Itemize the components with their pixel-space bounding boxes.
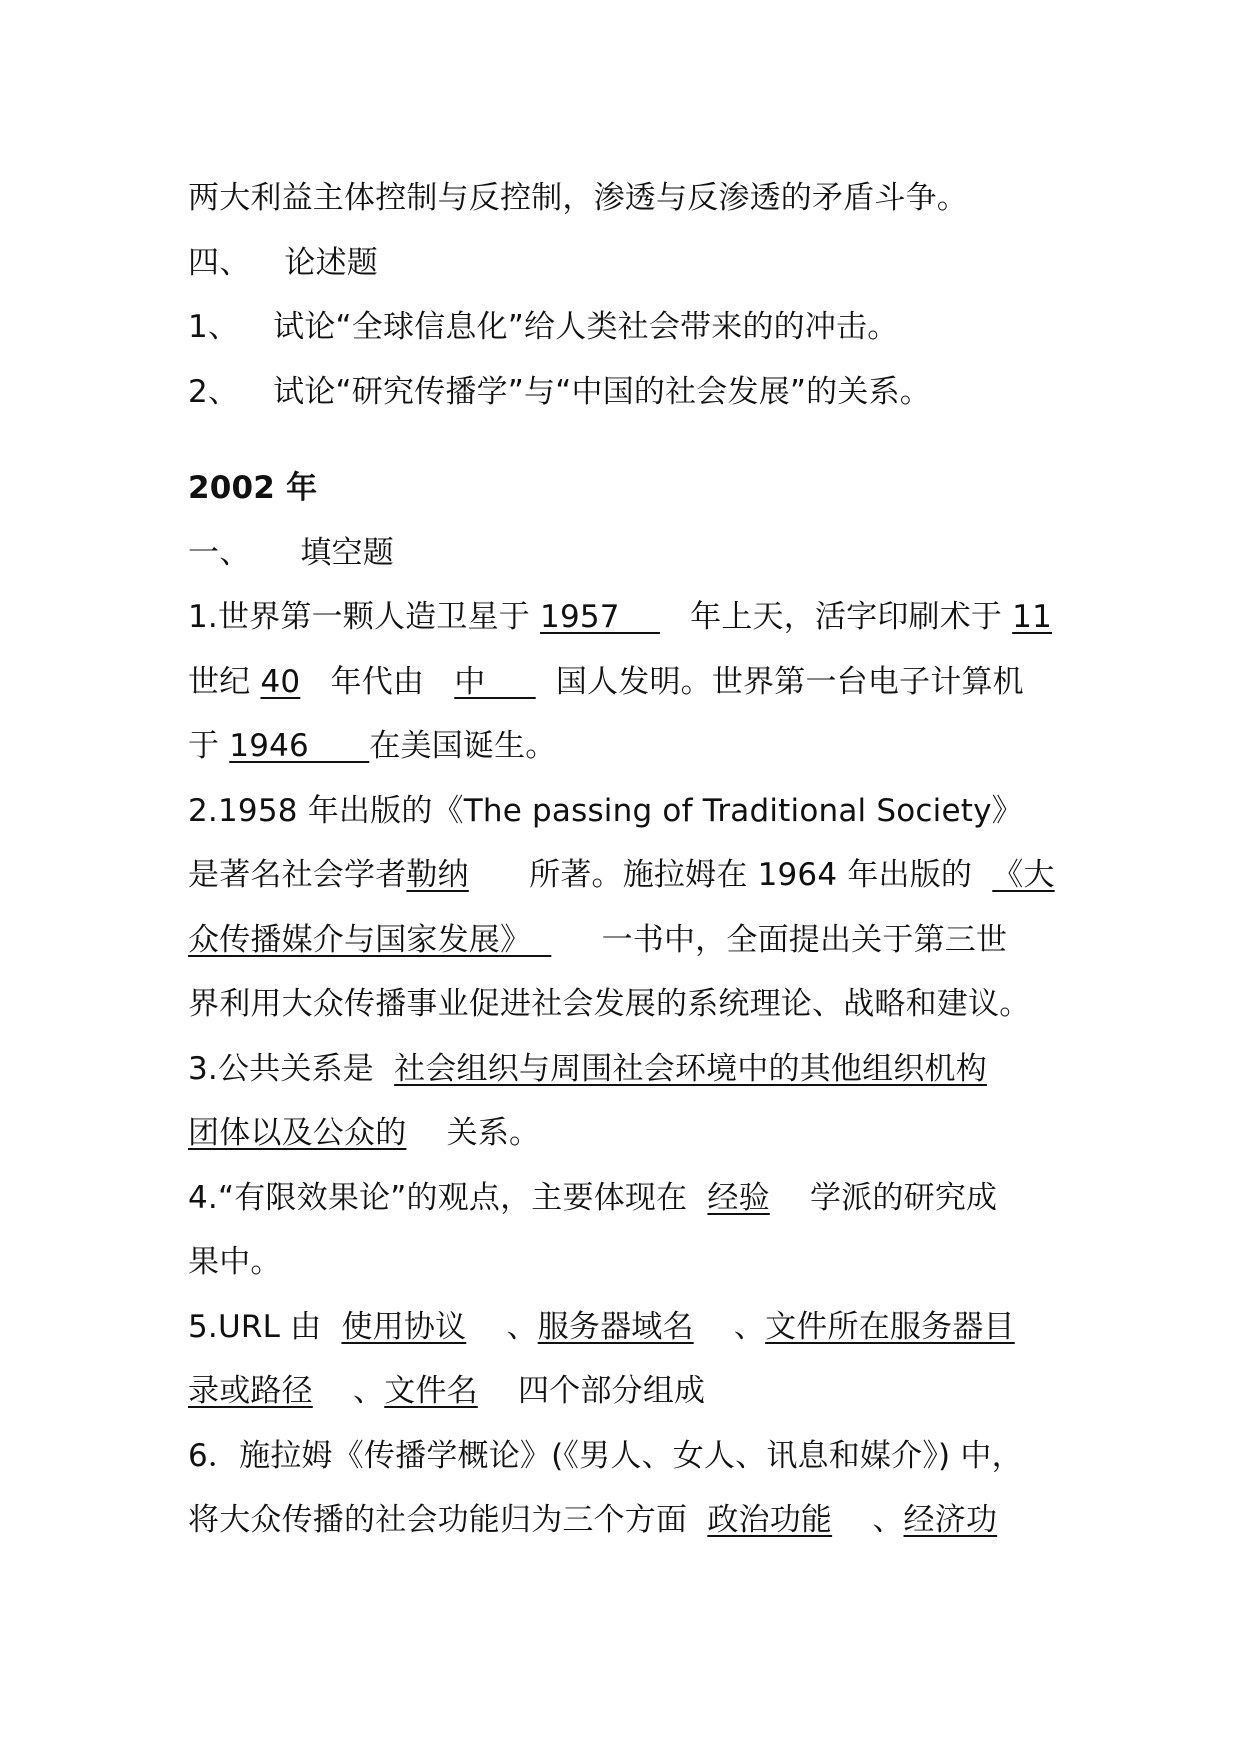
text-line (188, 714, 1088, 779)
text-line: 两大利益主体控制与反控制，渗透与反渗透的矛盾斗争。 (188, 180, 968, 216)
section-title: 论述题 (284, 244, 379, 281)
answer-blank: 中 (454, 663, 536, 700)
question-text: 、 (312, 1373, 385, 1409)
text-line (188, 1295, 1088, 1360)
answer-blank: 经验 (707, 1179, 770, 1216)
question-text: 一书中，全面提出关于第三世 (551, 921, 1008, 958)
question-text: 、 (693, 1308, 766, 1345)
document-body (188, 166, 1088, 1553)
essay-question-2 (188, 360, 1088, 425)
question-text: 1.世界第一颗人造卫星于 (188, 599, 541, 635)
question-text: 、 (466, 1308, 538, 1345)
question-text: 3.公共关系是 (188, 1050, 395, 1087)
answer-blank: 使用协议 (341, 1308, 467, 1345)
question-text: 世纪 (188, 663, 261, 700)
text-line (188, 908, 1088, 973)
question-text: 试论“研究传播学”与“中国的社会发展”的关系。 (273, 373, 931, 410)
question-text: 将大众传播的社会功能归为三个方面 (188, 1502, 708, 1538)
text-line (188, 1488, 1088, 1553)
year-heading: 2002 年 (188, 470, 318, 506)
answer-blank: 服务器域名 (537, 1308, 694, 1345)
question-text: 4.“有限效果论”的观点，主要体现在 (188, 1179, 708, 1216)
answer-blank: 社会组织与周围社会环境中的其他组织机构 (394, 1050, 987, 1087)
section-title: 填空题 (300, 534, 395, 571)
question-text: 学派的研究成 (769, 1179, 998, 1216)
answer-blank: 11 (1012, 599, 1053, 635)
answer-blank: 政治功能 (707, 1502, 833, 1538)
question-text: 年代由 (300, 663, 455, 700)
question-text: 四个部分组成 (477, 1373, 706, 1409)
answer-blank: 团体以及公众的 (188, 1115, 407, 1151)
answer-blank: 《大 (992, 857, 1055, 893)
question-text: 在美国诞生。 (369, 728, 557, 764)
text-line (188, 1166, 1088, 1231)
text-line (188, 650, 1088, 715)
answer-blank: 1957 (540, 599, 660, 635)
text-line: 界利用大众传播事业促进社会发展的系统理论、战略和建议。 (188, 986, 1031, 1022)
section-number: 一、 (188, 534, 251, 571)
essay-question-1 (188, 295, 1088, 360)
text-line: 果中。 (188, 1244, 282, 1280)
section-heading-essay (188, 231, 1088, 296)
question-number: 2、 (188, 373, 240, 410)
question-text: 、 (832, 1502, 904, 1538)
question-text: 5.URL 由 (188, 1308, 342, 1345)
question-text: 国人发明。世界第一台电子计算机 (535, 663, 1024, 700)
answer-blank: 录或路径 (188, 1373, 313, 1409)
answer-blank: 文件所在服务器目 (765, 1308, 1015, 1345)
text-line (188, 1359, 1088, 1424)
answer-blank: 众传播媒介与国家发展》 (188, 921, 552, 958)
text-line: 2.1958 年出版的《The passing of Traditional Society》 (188, 792, 1023, 829)
answer-blank: 文件名 (384, 1373, 478, 1409)
question-text: 关系。 (406, 1115, 541, 1151)
text-line (188, 1101, 1088, 1166)
text-line (188, 843, 1088, 908)
question-text: 试论“全球信息化”给人类社会带来的的冲击。 (273, 309, 899, 345)
answer-blank: 1946 (229, 728, 370, 764)
answer-blank: 经济功 (903, 1502, 998, 1538)
question-text: 于 (188, 728, 230, 764)
text-line (188, 1037, 1088, 1102)
question-number: 1、 (188, 309, 240, 345)
answer-blank: 勒纳 (406, 857, 469, 893)
answer-blank: 40 (260, 663, 301, 700)
question-text: 年上天，活字印刷术于 (659, 599, 1013, 635)
section-heading-fill-blank (188, 521, 1088, 586)
question-text: 是著名社会学者 (188, 857, 407, 893)
text-line: 6．施拉姆《传播学概论》(《男人、女人、讯息和媒介》) 中， (188, 1437, 1023, 1474)
question-text: 所著。施拉姆在 1964 年出版的 (468, 857, 993, 893)
text-line (188, 585, 1088, 650)
section-number: 四、 (188, 244, 251, 281)
